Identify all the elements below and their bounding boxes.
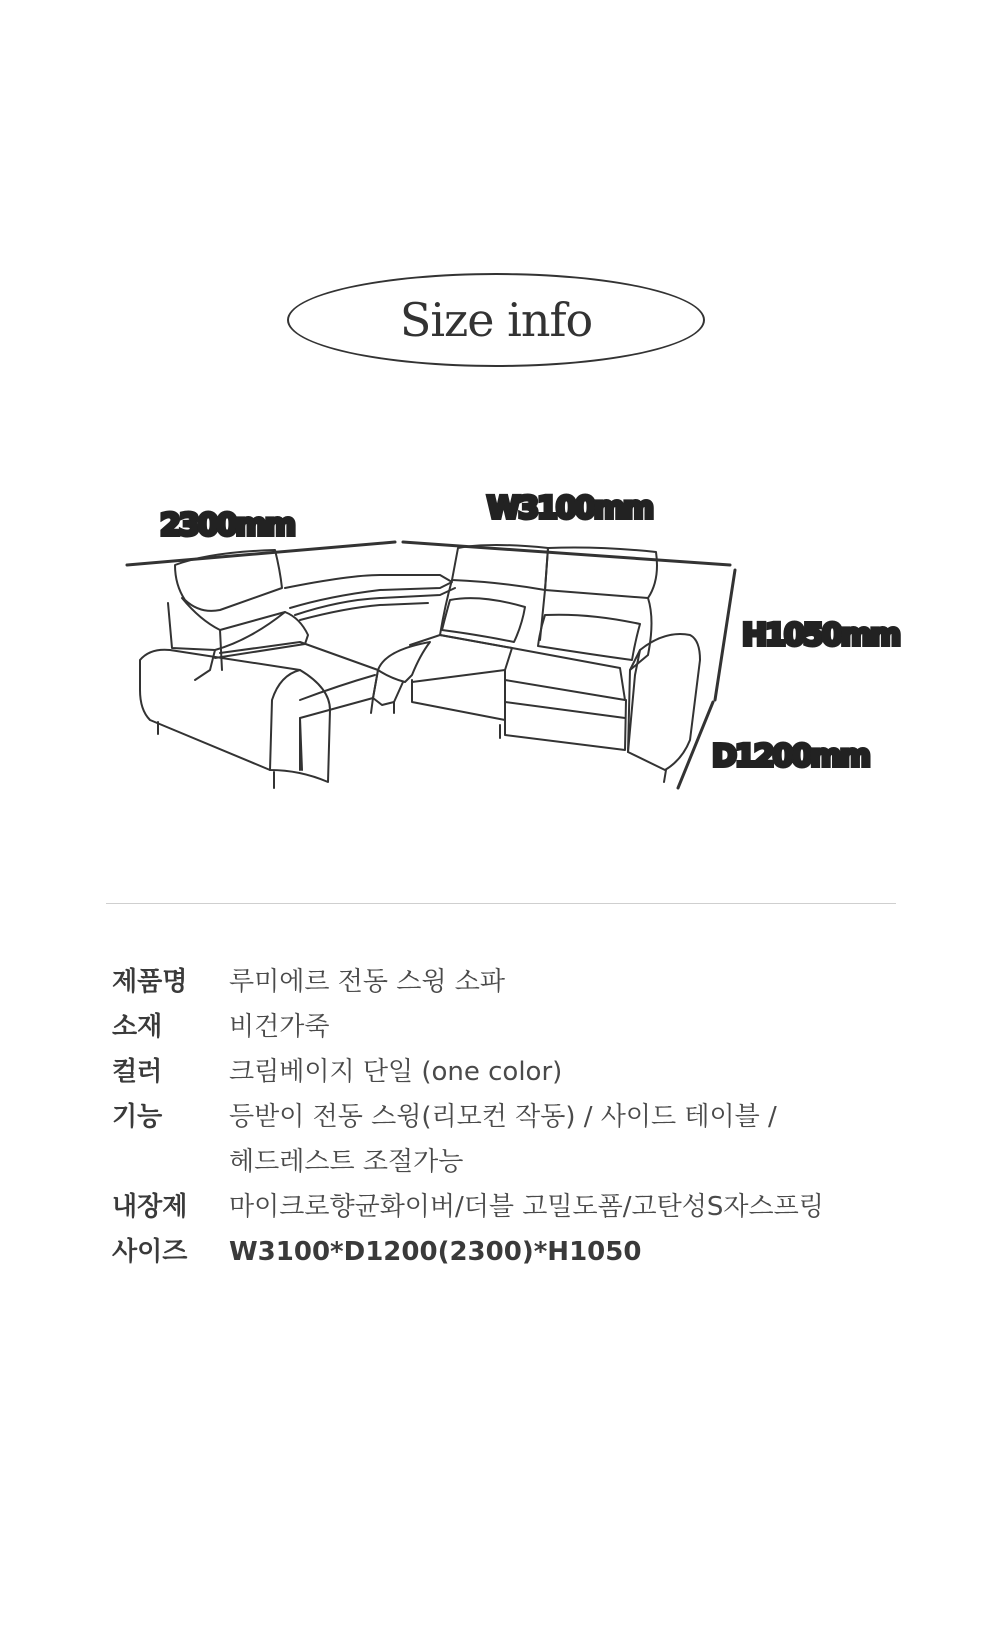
spec-row-color <box>112 1050 912 1095</box>
dimension-line-height <box>715 570 735 700</box>
spec-row-product-name <box>112 960 912 1005</box>
dimension-line-depth <box>678 702 713 788</box>
spec-value: 루미에르 전동 스윙 소파 <box>229 967 505 997</box>
sofa-pillow-1 <box>442 598 525 642</box>
spec-value: 비건가죽 <box>229 1012 330 1042</box>
spec-row-material <box>112 1005 912 1050</box>
size-info-title-badge <box>287 273 705 367</box>
spec-row-inner-material <box>112 1185 912 1230</box>
spec-label: 제품명 <box>112 967 188 997</box>
dimension-label-depth: D1200mm <box>712 739 869 774</box>
spec-label: 소재 <box>112 1012 163 1042</box>
sofa-corner-seat <box>378 642 430 682</box>
dimension-line-width <box>403 542 730 565</box>
spec-label: 사이즈 <box>112 1237 188 1267</box>
section-divider <box>106 903 896 904</box>
spec-value: 크림베이지 단일 (one color) <box>229 1057 563 1087</box>
dimension-label-side: 2300mm <box>160 508 295 543</box>
spec-label: 내장제 <box>112 1192 188 1222</box>
sofa-pillow-2 <box>538 615 640 660</box>
sofa-dimension-diagram <box>0 470 1000 810</box>
dimension-label-width: W3100mm <box>487 491 653 526</box>
page-title: Size info <box>399 293 593 347</box>
sofa-left-headrest <box>175 550 282 611</box>
spec-row-function <box>112 1095 912 1140</box>
spec-table <box>112 960 912 1275</box>
spec-value-continuation: 헤드레스트 조절가능 <box>229 1147 464 1177</box>
dimension-line-side <box>127 542 395 565</box>
spec-value: 등받이 전동 스윙(리모컨 작동) / 사이드 테이블 / <box>229 1102 777 1132</box>
spec-label: 컬러 <box>112 1057 163 1087</box>
spec-row-size <box>112 1230 912 1275</box>
spec-value: 마이크로향균화이버/더블 고밀도폼/고탄성S자스프링 <box>229 1192 824 1222</box>
spec-label: 기능 <box>112 1102 163 1132</box>
dimension-label-height: H1050mm <box>742 618 900 653</box>
spec-value: W3100*D1200(2300)*H1050 <box>229 1237 642 1267</box>
